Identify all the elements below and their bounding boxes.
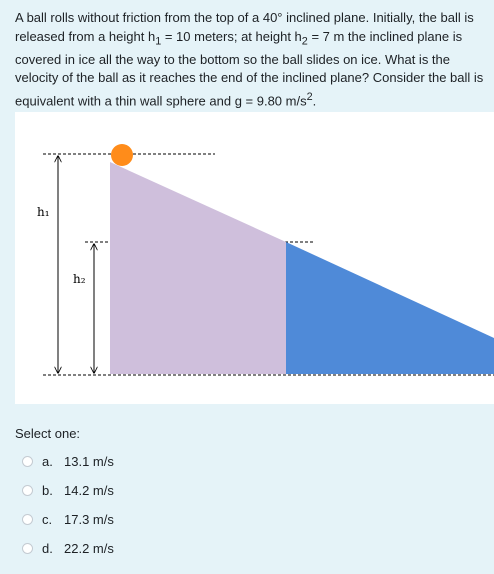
answer-options <box>22 447 114 563</box>
radio-button-c[interactable] <box>22 514 33 525</box>
option-d[interactable] <box>22 534 114 563</box>
radio-button-d[interactable] <box>22 543 33 554</box>
option-letter: b. <box>42 483 53 498</box>
option-letter: a. <box>42 454 53 469</box>
option-text: 17.3 m/s <box>64 512 114 527</box>
question-end: . <box>312 93 317 109</box>
option-a[interactable] <box>22 447 114 476</box>
ball <box>111 144 133 166</box>
ice-incline <box>286 242 494 374</box>
option-c[interactable] <box>22 505 114 534</box>
incline-figure <box>15 112 494 404</box>
option-text: 13.1 m/s <box>64 454 114 469</box>
subscript-1: 1 <box>155 35 162 48</box>
option-b[interactable] <box>22 476 114 505</box>
question-intro: A ball rolls without friction from the top of a 40° inclined plane. Initially, the ball is released from a height h <box>15 10 474 44</box>
select-one-label: Select one: <box>15 426 81 441</box>
option-letter: d. <box>42 541 53 556</box>
subscript-2: 2 <box>301 35 308 48</box>
h2-label: h₂ <box>73 272 86 286</box>
h1-label: h₁ <box>37 205 50 219</box>
incline-diagram <box>15 112 494 404</box>
option-text: 14.2 m/s <box>64 483 114 498</box>
radio-button-a[interactable] <box>22 456 33 467</box>
superscript-2: 2 <box>306 90 313 103</box>
question-mid-1: = 10 meters; at height h <box>161 28 302 44</box>
option-text: 22.2 m/s <box>64 541 114 556</box>
upper-incline <box>110 162 286 374</box>
radio-button-b[interactable] <box>22 485 33 496</box>
option-letter: c. <box>42 512 53 527</box>
question-mid-2: = 7 m the inclined plane is covered in ice all the way to the bottom so the ball slides on ice. What is the velocity of the ball as it reaches the end of the inclined plane? Consider the ball is equivalent with a thin wall sphere and g = 9.80 m/s <box>15 28 484 109</box>
question-text <box>15 9 485 111</box>
